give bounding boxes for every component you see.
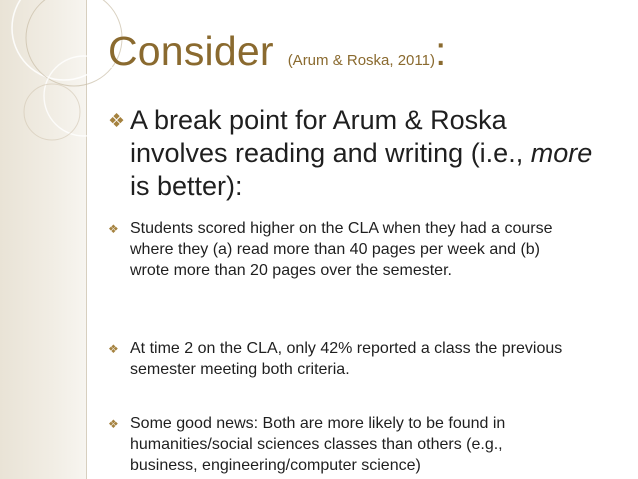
diamond-bullet-icon: ❖ — [108, 111, 126, 132]
sub-bullet-2 — [108, 338, 618, 380]
sub-bullet-1 — [108, 218, 618, 281]
title-citation: (Arum & Roska, 2011) — [287, 52, 435, 69]
sub-bullet-1-line-2: where they (a) read more than 40 pages per week and (b) — [130, 241, 541, 258]
sub-bullet-3-line-1: Some good news: Both are more likely to be found in — [130, 415, 506, 432]
main-bullet-line-1: A break point for Arum & Roska — [130, 105, 507, 135]
diamond-bullet-icon: ❖ — [108, 342, 119, 356]
sub-bullet-1-text — [130, 218, 618, 281]
diamond-bullet-icon: ❖ — [108, 222, 119, 236]
sub-bullet-2-text — [130, 338, 618, 380]
sub-bullet-2-line-1: At time 2 on the CLA, only 42% reported a class the previous — [130, 340, 563, 357]
sub-bullet-3-line-2: humanities/social sciences classes than others (e.g., — [130, 436, 503, 453]
main-bullet-text — [130, 104, 628, 203]
main-bullet — [108, 104, 628, 203]
title-text: Consider — [108, 28, 274, 74]
sub-bullet-2-line-2: semester meeting both criteria. — [130, 361, 350, 378]
sub-bullet-1-line-3: wrote more than 20 pages over the semester. — [130, 262, 452, 279]
title-colon: : — [434, 28, 447, 74]
sub-bullet-3-text — [130, 413, 618, 476]
emphasis-more: more — [530, 138, 593, 168]
sub-bullet-3-line-3: business, engineering/computer science) — [130, 457, 421, 474]
sub-bullet-3 — [108, 413, 618, 476]
sub-bullet-1-line-1: Students scored higher on the CLA when they had a course — [130, 220, 553, 237]
main-bullet-line-2: involves reading and writing (i.e., — [130, 138, 531, 168]
diamond-bullet-icon: ❖ — [108, 417, 119, 431]
slide-title — [108, 28, 446, 75]
main-bullet-line-3: is better): — [130, 171, 243, 201]
